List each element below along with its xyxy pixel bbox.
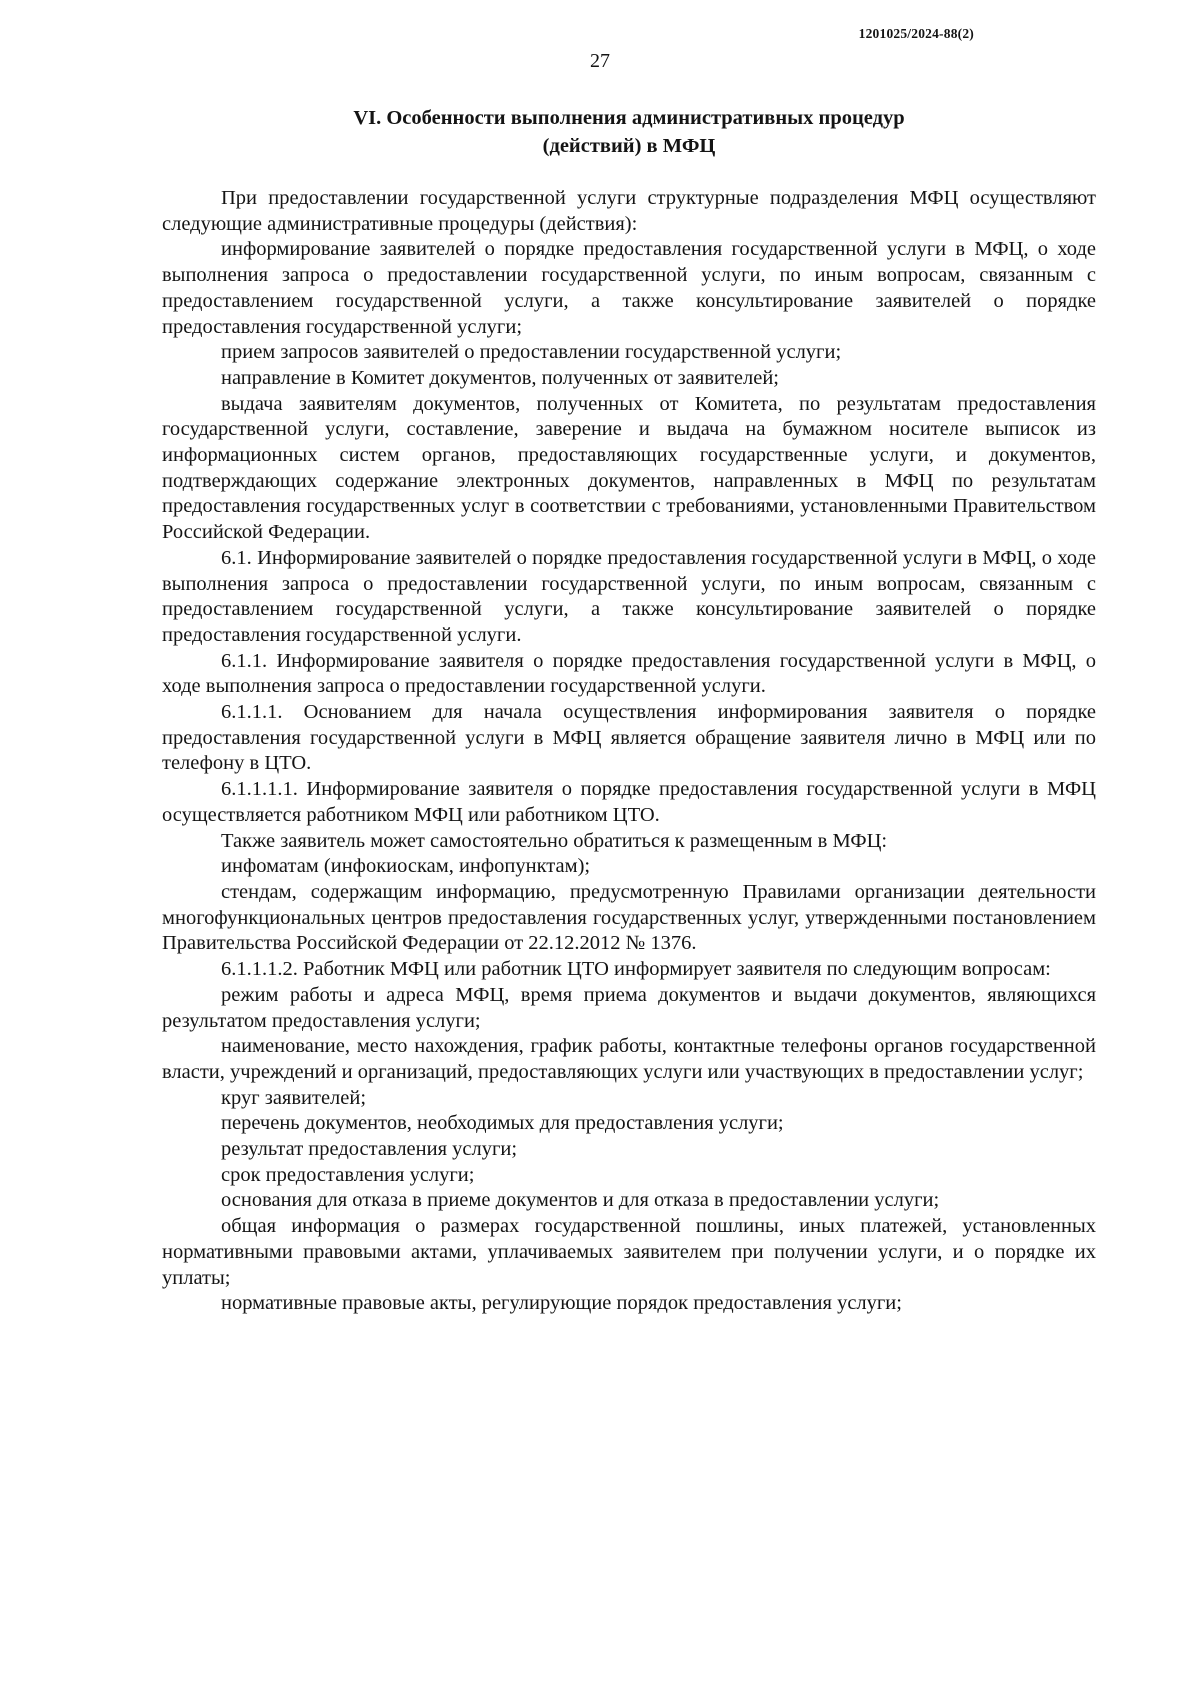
paragraph: стендам, содержащим информацию, предусмотренную Правилами организации деятельности многофункциональных центров предоставления государственных услуг, утвержденными постановлением Правительства Российской Федерации от 22.12.2012 № 1376.: [162, 880, 1096, 955]
paragraph: круг заявителей;: [221, 1086, 367, 1109]
paragraph: 6.1. Информирование заявителей о порядке предоставления государственной услуги в МФЦ, о ходе выполнения запроса о предоставлении государственной услуги, по иным вопросам, связанным с предоставлением государственной услуги, а также консультирование заявителей о порядке предоставления государственной услуги.: [162, 546, 1096, 646]
paragraph: Также заявитель может самостоятельно обратиться к размещенным в МФЦ:: [221, 829, 888, 852]
paragraph: общая информация о размерах государственной пошлины, иных платежей, установленных нормативными правовыми актами, уплачиваемых заявителем при получении услуги, и о порядке их уплаты;: [162, 1215, 1096, 1289]
paragraph: При предоставлении государственной услуги структурные подразделения МФЦ осуществляют следующие административные процедуры (действия):: [162, 187, 1096, 235]
paragraph: результат предоставления услуги;: [221, 1138, 518, 1161]
section-title-line: (действий) в МФЦ: [542, 135, 716, 157]
document-body: [162, 186, 1096, 1317]
section-title: [162, 104, 1096, 160]
paragraph: 6.1.1.1. Основанием для начала осуществления информирования заявителя о порядке предоставления государственной услуги в МФЦ является обращение заявителя лично в МФЦ или по телефону в ЦТО.: [162, 701, 1096, 775]
paragraph: срок предоставления услуги;: [221, 1163, 475, 1186]
paragraph: наименование, место нахождения, график работы, контактные телефоны органов государственной власти, учреждений и организаций, предоставляющих услуги или участвующих в предоставлении услуг;: [162, 1035, 1096, 1083]
paragraph: выдача заявителям документов, полученных от Комитета, по результатам предоставления государственной услуги, составление, заверение и выдача на бумажном носителе выписок из информационных систем органов, предоставляющих государственные услуги, и документов, подтверждающих содержание электронных документов, направленных в МФЦ по результатам предоставления государственных услуг в соответствии с требованиями, установленными Правительством Российской Федерации.: [162, 392, 1096, 544]
paragraph: перечень документов, необходимых для предоставления услуги;: [221, 1112, 784, 1135]
paragraph: режим работы и адреса МФЦ, время приема документов и выдачи документов, являющихся результатом предоставления услуги;: [162, 983, 1096, 1032]
paragraph: направление в Комитет документов, полученных от заявителей;: [221, 366, 779, 389]
paragraph: 6.1.1.1.2. Работник МФЦ или работник ЦТО информирует заявителя по следующим вопросам:: [221, 958, 1051, 981]
document-registration-number: 1201025/2024-88(2): [858, 26, 974, 41]
page-number: 27: [590, 50, 610, 72]
paragraph: 6.1.1. Информирование заявителя о порядке предоставления государственной услуги в МФЦ, о ходе выполнения запроса о предоставлении государственной услуги.: [162, 649, 1096, 698]
paragraph: нормативные правовые акты, регулирующие порядок предоставления услуги;: [221, 1292, 902, 1315]
paragraph: информирование заявителей о порядке предоставления государственной услуги в МФЦ, о ходе выполнения запроса о предоставлении государственной услуги, по иным вопросам, связанным с предоставлением государственной услуги, а также консультирование заявителей о порядке предоставления государственной услуги;: [162, 238, 1096, 338]
paragraph: инфоматам (инфокиоскам, инфопунктам);: [221, 855, 591, 878]
paragraph: 6.1.1.1.1. Информирование заявителя о порядке предоставления государственной услуги в МФЦ осуществляется работником МФЦ или работником ЦТО.: [162, 778, 1096, 826]
paragraph: основания для отказа в приеме документов и для отказа в предоставлении услуги;: [221, 1189, 940, 1212]
paragraph: прием запросов заявителей о предоставлении государственной услуги;: [221, 341, 842, 364]
section-title-line: VI. Особенности выполнения административных процедур: [353, 107, 905, 129]
